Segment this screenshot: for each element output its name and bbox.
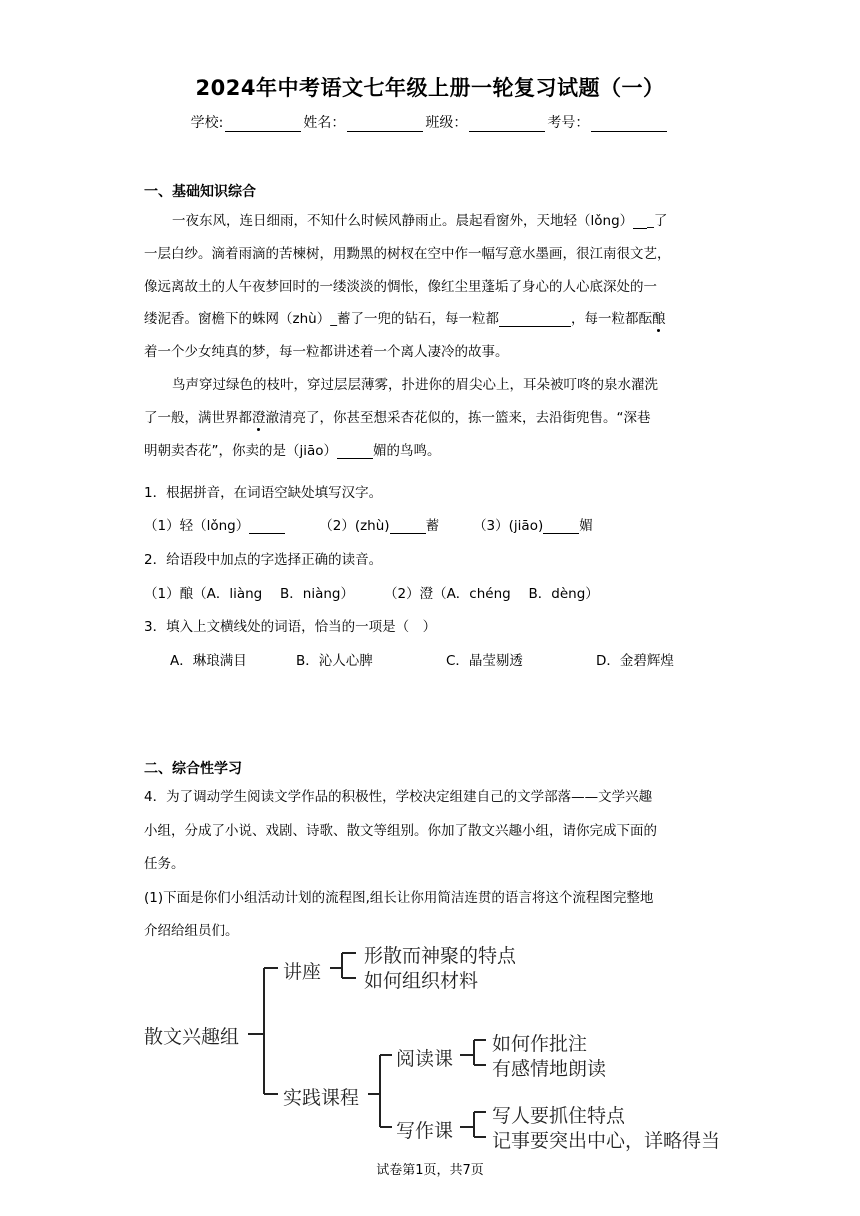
page-footer: 试卷第1页，共7页 — [376, 1163, 484, 1178]
q2-item-2: （2）澄（A．chéng B．dèng） — [383, 586, 599, 602]
para1-text: ，每一粒都酝 — [570, 311, 652, 327]
question-2: 2．给语段中加点的字选择正确的读音。 — [144, 552, 383, 568]
q4-line2: 小组，分成了小说、戏剧、诗歌、散文等组别。你加了散文兴趣小组，请你完成下面的 — [144, 823, 657, 839]
q1-item-3-suffix: 媚 — [579, 518, 593, 534]
flowchart-lecture-item-2: 如何组织材料 — [364, 970, 479, 992]
para2-text: 澈清亮了，你甚至想采杏花似的，拣一篮来，去沿街兜售。“深巷 — [265, 410, 651, 426]
para1-text: 缕泥香。窗檐下的蛛网（zhù） — [144, 311, 331, 327]
para1-text: _蓄了一兜的钻石，每一粒都 — [330, 311, 499, 327]
class-label: 班级： — [425, 115, 468, 131]
number-label: 考号： — [547, 115, 590, 131]
para1-text: _了 — [647, 213, 668, 229]
school-label: 学校: — [190, 115, 224, 131]
q4-line1: 4．为了调动学生阅读文学作品的积极性，学校决定组建自己的文学部落——文学兴趣 — [144, 789, 653, 805]
section1-heading: 一、基础知识综合 — [144, 184, 256, 200]
dotted-char-niang: 酿 — [651, 311, 666, 327]
flowchart-root: 散文兴趣组 — [144, 1026, 240, 1048]
question-3: 3．填入上文横线处的词语，恰当的一项是（ ） — [144, 619, 437, 635]
q3-option-c[interactable]: C．晶莹剔透 — [446, 653, 523, 669]
para2-text: 明朝卖杏花”，你卖的是（jiāo） — [144, 443, 338, 459]
flowchart-lecture-item-1: 形散而神聚的特点 — [364, 945, 517, 967]
dotted-char-cheng: 澄 — [252, 410, 266, 426]
flowchart-writing: 写作课 — [396, 1120, 454, 1142]
q3-option-b[interactable]: B．沁人心脾 — [296, 653, 373, 669]
q2-item-1: （1）酿（A．liàng B．niàng） — [144, 586, 354, 602]
flowchart-lecture: 讲座 — [283, 961, 322, 983]
q3-option-d[interactable]: D．金碧辉煌 — [596, 653, 674, 669]
q1-item-2-suffix: 蓄 — [425, 518, 440, 534]
q1-item-2: （2）(zhù) — [319, 518, 390, 534]
q4-line3: 任务。 — [144, 856, 185, 872]
para1-line2: 一层白纱。滴着雨滴的苦楝树，用黝黑的树杈在空中作一幅写意水墨画，很江南很文艺， — [144, 246, 671, 262]
sub1-line1: (1)下面是你们小组活动计划的流程图,组长让你用简洁连贯的语言将这个流程图完整地 — [144, 890, 654, 906]
q1-item-1: （1）轻（lǒng） — [144, 518, 250, 534]
name-label: 姓名： — [303, 115, 346, 131]
para1-line3: 像远离故土的人午夜梦回时的一缕淡淡的惆怅，像红尘里蓬垢了身心的人心底深处的一 — [144, 279, 657, 295]
q1-item-3: （3）(jiāo) — [473, 518, 544, 534]
sub1-line2: 介绍给组员们。 — [144, 923, 239, 939]
para1-text: 一夜东风，连日细雨，不知什么时候风静雨止。晨起看窗外，天地轻（lǒng） — [172, 213, 634, 229]
page-title: 2024年中考语文七年级上册一轮复习试题（一） — [195, 76, 665, 100]
para2-text: 了一般，满世界都 — [144, 410, 252, 426]
flowchart-writing-item-2: 记事要突出中心，详略得当 — [492, 1130, 721, 1152]
flowchart-reading-item-1: 如何作批注 — [492, 1033, 588, 1055]
para2-text: 媚的鸟鸣。 — [373, 443, 441, 459]
question-1: 1．根据拼音，在词语空缺处填写汉字。 — [144, 485, 383, 501]
flowchart-practice: 实践课程 — [283, 1087, 360, 1109]
q3-option-a[interactable]: A．琳琅满目 — [170, 653, 247, 669]
para2-line1: 鸟声穿过绿色的枝叶，穿过层层薄雾，扑进你的眉尖心上，耳朵被叮咚的泉水濯洗 — [172, 377, 658, 393]
section2-heading: 二、综合性学习 — [144, 761, 242, 777]
flowchart-reading-item-2: 有感情地朗读 — [492, 1058, 607, 1080]
flowchart-writing-item-1: 写人要抓住特点 — [492, 1105, 626, 1127]
para1-line5: 着一个少女纯真的梦，每一粒都讲述着一个离人凄冷的故事。 — [144, 344, 509, 360]
flowchart-reading: 阅读课 — [396, 1048, 454, 1070]
